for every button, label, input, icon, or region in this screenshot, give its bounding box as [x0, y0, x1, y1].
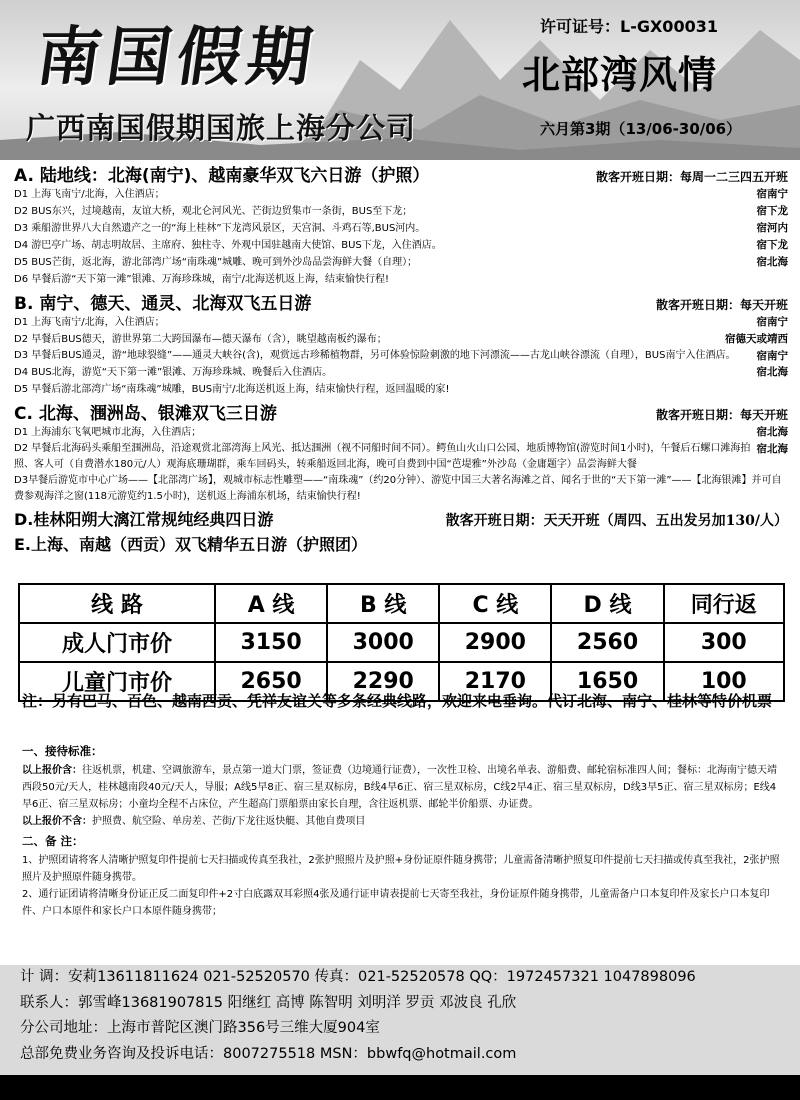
table-cell: 3150	[215, 623, 327, 662]
route-day: D4 BUS北海，游览“天下第一滩”银滩、万海珍珠城、晚餐后入住酒店。 宿北海	[14, 366, 788, 378]
remark-item: 2、通行证团请将清晰身份证正反二面复印件+2寸白底露双耳彩照4张及通行证申请表提前七天寄至我社，身份证原件随身携带，儿童需备户口本复印件及家长户口本复印件、户口本原件和家长户口本原件随身携带；	[22, 889, 770, 917]
table-cell: 2650	[215, 662, 327, 701]
route-a-header	[14, 161, 788, 186]
table-header-cell: B 线	[327, 584, 439, 623]
route-day: D1 上海浦东飞氧吧城市北海，入住酒店； 宿北海	[14, 426, 788, 438]
contact-line: 总部免费业务咨询及投诉电话：8007275518 MSN：bbwfq@hotmail.com	[20, 1045, 517, 1062]
contact-line: 分公司地址：上海市普陀区澳门路356号三维大厦904室	[20, 1020, 380, 1036]
brand-title: 北部湾风情	[522, 53, 718, 97]
route-e-title: E.上海、南越（西贡）双飞精华五日游（护照团）	[14, 535, 368, 554]
route-schedule: 散客开班日期：天天开班（周四、五出发另加130/人）	[445, 513, 788, 529]
table-header-cell: A 线	[215, 584, 327, 623]
price-excludes	[22, 813, 782, 830]
table-cell: 成人门市价	[19, 623, 215, 662]
contact-line: 计 调：安莉13611811624 021-52520570 传真：021-52520578 QQ：1972457321 1047898096	[20, 969, 696, 985]
route-d-header	[14, 505, 788, 530]
remarks-title: 二、备 注：	[22, 834, 84, 848]
route-schedule: 散客开班日期：每周一二三四五开班	[595, 170, 788, 184]
route-day: D5 早餐后游北部湾广场“南珠魂”城雕，BUS南宁/北海送机返上海，结束愉快行程，返回温暖的家!	[14, 384, 450, 395]
table-cell: 2290	[327, 662, 439, 701]
route-day: D3早餐后游览市中心广场——【北部湾广场】，观城市标志性雕塑——“南珠魂”（约20分钟）、游览中国三大著名海滩之首、闻名于世的“天下第一滩”——【北海银滩】并可自费参观海洋之窗(118元游览约1.5小时)，送机返上海浦东机场，结束愉快行程!	[14, 475, 782, 502]
route-title: D.桂林阳朔大漓江常规纯经典四日游	[14, 510, 274, 529]
table-cell: 2560	[551, 623, 663, 662]
standards-section	[22, 740, 782, 920]
route-day: D6 早餐后游“天下第一滩”银滩、万海珍珠城，南宁/北海送机返上海，结束愉快行程!	[14, 274, 389, 285]
includes-label: 以上报价含：	[22, 765, 82, 776]
route-day: D2 BUS东兴，过境越南，友谊大桥，观北仑河风光、芒街边贸集市一条街，BUS至下龙； 宿下龙	[14, 205, 788, 217]
table-cell: 2170	[439, 662, 551, 701]
route-c-header	[14, 399, 788, 424]
price-table	[18, 583, 785, 702]
table-row	[19, 623, 784, 662]
route-title: C. 北海、涠洲岛、银滩双飞三日游	[14, 404, 277, 424]
header-banner	[0, 0, 800, 160]
route-title: B. 南宁、德天、通灵、北海双飞五日游	[14, 294, 312, 314]
route-day: D5 BUS芒街，返北海，游北部湾广场“南珠魂”城雕、晚可到外沙岛品尝海鲜大餐（自理）； 宿北海	[14, 256, 788, 268]
table-cell: 2900	[439, 623, 551, 662]
routes-section	[14, 160, 788, 555]
contact-footer	[0, 965, 800, 1075]
remark-item: 1、护照团请将客人清晰护照复印件提前七天扫描或传真至我社，2张护照照片及护照+身份证原件随身携带；儿童需备清晰护照复印件提前七天扫描或传真至我社，2张护照照片及护照原件随身携带。	[22, 855, 780, 883]
route-day: 宿北海 D2 早餐后北海码头乘船至涠洲岛，沿途观赏北部湾海上风光、抵达涠洲（视不同船时间不同）。鳄鱼山火山口公园、地质博物馆(游览时间1小时)，午餐后石螺口滩海拍照、客人可（自费潜水180元/人）观海底珊瑚群，乘车回码头，转乘船返回北海，晚可自费到中国“芭堤雅”外沙岛（金庸题字）品尝海鲜大餐	[14, 443, 788, 470]
table-cell: 100	[664, 662, 784, 701]
extra-routes-note: 注：另有巴马、百色、越南西贡、凭祥友谊关等多条经典线路，欢迎来电垂询。代订北海、南宁、桂林等特价机票	[22, 692, 773, 710]
route-day: D3 乘船游世界八大自然遗产之一的“海上桂林”下龙湾风景区，天宫洞、斗鸡石等,BUS河内。 宿河内	[14, 222, 788, 234]
table-header-cell: 同行返	[664, 584, 784, 623]
standards-title: 一、接待标准：	[22, 744, 103, 758]
license-number: 许可证号：L-GX00031	[540, 17, 718, 36]
price-includes	[22, 762, 782, 813]
table-header-cell: C 线	[439, 584, 551, 623]
route-title: A. 陆地线：北海(南宁)、越南豪华双飞六日游（护照）	[14, 166, 430, 186]
issue-date: 六月第3期（13/06-30/06）	[540, 120, 742, 138]
brand-logo: 南国假期	[31, 20, 323, 95]
route-day: D1 上海飞南宁/北海，入住酒店； 宿南宁	[14, 188, 788, 200]
table-cell: 儿童门市价	[19, 662, 215, 701]
includes-text: 往返机票，机建、空调旅游车，景点第一道大门票，签证费（边境通行证费），一次性卫检、出境名单表、游船费、邮轮宿标准四人间；餐标：北海南宁德天靖西段50元/天人，桂林越南段40元/天人，导服；A线5早8正、宿三星双标房，B线4早6正、宿三星双标房，C线2早4正、宿三星双标房，D线3早5正、宿三星双标房；E线4早6正、宿三星双标房；小童均全程不占床位，产生超高门票船票由家长自理，含往返机票、邮轮半价船票、办证费。	[22, 765, 777, 810]
table-cell: 1650	[551, 662, 663, 701]
route-b-header	[14, 289, 788, 314]
route-day: 宿南宁 D3 早餐后BUS通灵，游“地球裂缝”——通灵大峡谷(含)，观赏远古珍稀植物群，另可体验惊险刺激的地下河漂流——古龙山峡谷漂流（自理），BUS南宁入住酒店。	[14, 350, 788, 362]
bottom-bar	[0, 1075, 800, 1100]
table-cell: 3000	[327, 623, 439, 662]
route-day: D4 游巴亭广场、胡志明故居、主席府、独柱寺、外观中国驻越南大使馆、BUS下龙，入住酒店。 宿下龙	[14, 239, 788, 251]
excludes-label: 以上报价不含：	[22, 816, 92, 827]
route-schedule: 散客开班日期：每天开班	[655, 298, 788, 312]
route-day: D1 上海飞南宁/北海，入住酒店； 宿南宁	[14, 316, 788, 328]
route-day: D2 早餐后BUS德天，游世界第二大跨国瀑布—德天瀑布（含），眺望越南板约瀑布； 宿德天或靖西	[14, 333, 788, 345]
contact-line: 联系人：郭雪峰13681907815 阳继红 高博 陈智明 刘明洋 罗贡 邓波良 孔欣	[20, 994, 517, 1011]
table-header-row	[19, 584, 784, 623]
excludes-text: 护照费、航空险、单房差、芒街/下龙往返快艇、其他自费项目	[92, 816, 366, 827]
company-name: 广西南国假期国旅上海分公司	[26, 111, 417, 145]
route-schedule: 散客开班日期：每天开班	[655, 408, 788, 422]
table-header-cell: 线 路	[19, 584, 215, 623]
table-header-cell: D 线	[551, 584, 663, 623]
table-cell: 300	[664, 623, 784, 662]
